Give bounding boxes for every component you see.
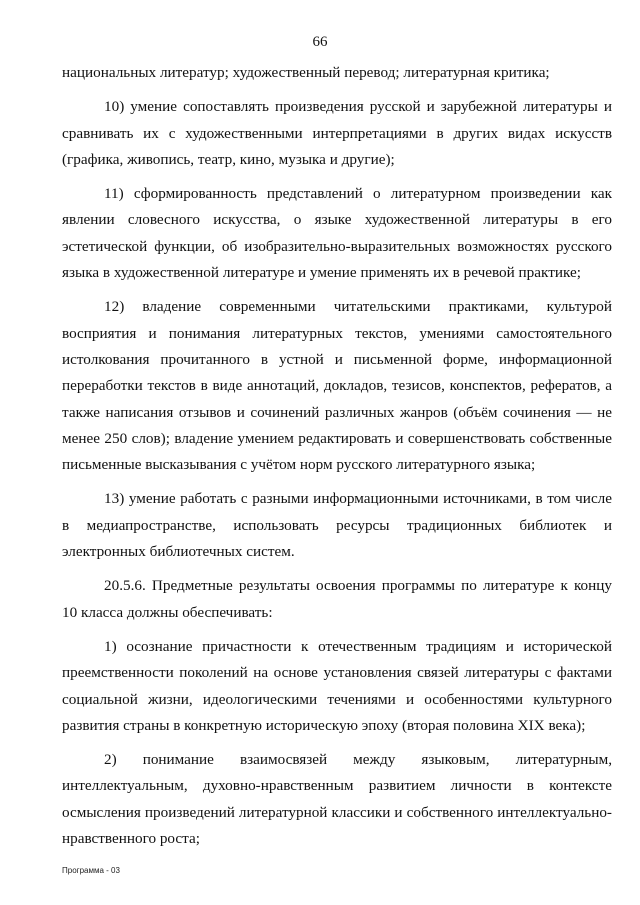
paragraph: 10) умение сопоставлять произведения русской и зарубежной литературы и сравнивать их с художественными интерпретациями в других видах искусств (графика, живопись, театр, кино, музыка и другие); (62, 98, 612, 168)
paragraph: 2) понимание взаимосвязей между языковым, литературным, интеллектуальным, духовно-нравственным развитием личности в контексте осмысления произведений литературной классики и собственного интеллектуально-нравственного роста; (62, 751, 612, 848)
page-number: 66 (312, 34, 328, 50)
paragraph: 20.5.6. Предметные результаты освоения программы по литературе к концу 10 класса должны обеспечивать: (62, 577, 612, 621)
paragraph: 11) сформированность представлений о литературном произведении как явлении словесного искусства, о языке художественной литературы в его эстетической функции, об изобразительно-выразительных возможностях русского языка в художественной литературе и умение применять их в речевой практике; (62, 185, 612, 282)
footer-label: Программа - 03 (62, 866, 120, 875)
paragraph: 12) владение современными читательскими практиками, культурой восприятия и понимания литературных текстов, умениями самостоятельного истолкования прочитанного в устной и письменной форме, информационной переработки текстов в виде аннотаций, докладов, тезисов, конспектов, рефератов, а также написания отзывов и сочинений различных жанров (объём сочинения — не менее 250 слов); владение умением редактировать и совершенствовать собственные письменные высказывания с учётом норм русского литературного языка; (62, 298, 612, 474)
paragraph: национальных литератур; художественный перевод; литературная критика; (62, 64, 550, 81)
paragraph: 1) осознание причастности к отечественным традициям и исторической преемственности поколений на основе установления связей литературы с фактами социальной жизни, идеологическими течениями и особенностями культурного развития страны в конкретную историческую эпоху (вторая половина XIX века); (62, 637, 612, 734)
body-text (62, 60, 612, 852)
paragraph: 13) умение работать с разными информационными источниками, в том числе в медиапространстве, использовать ресурсы традиционных библиотек и электронных библиотечных систем. (62, 490, 612, 561)
